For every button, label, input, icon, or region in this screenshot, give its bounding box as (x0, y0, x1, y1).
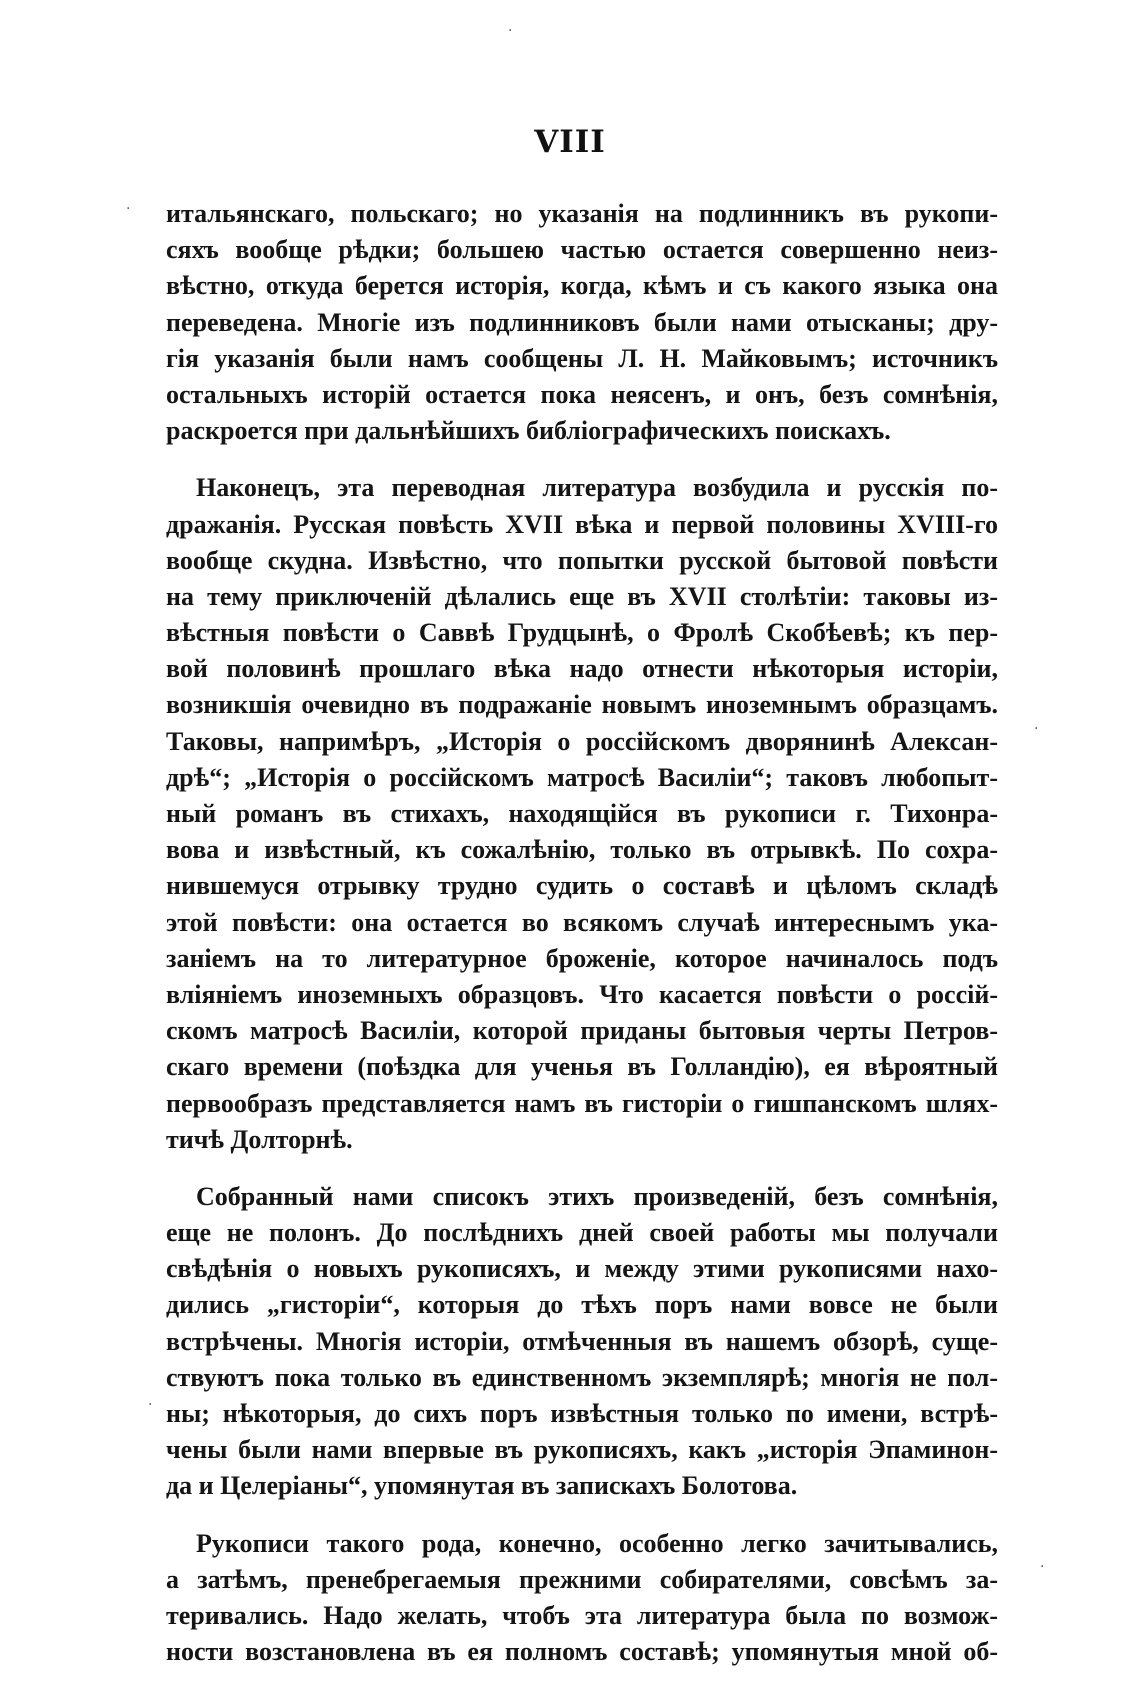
text-line: тичѣ Долторнѣ. (166, 1124, 353, 1154)
paragraph (166, 196, 998, 449)
text-line: ны; нѣкоторыя, до сихъ поръ извѣстныя только по имени, встрѣ- (166, 1399, 998, 1428)
text-line: вова и извѣстный, къ сожалѣнію, только въ отрывкѣ. По сохра- (166, 835, 998, 865)
text-line: Рукописи такого рода, конечно, особенно легко зачитывались, (196, 1528, 998, 1558)
text-line: свѣдѣнія о новыхъ рукописяхъ, и между этими рукописями нахо- (166, 1254, 998, 1284)
scan-speck: · (1040, 1559, 1045, 1575)
text-line: этой повѣсти: она остается во всякомъ случаѣ интереснымъ ука- (166, 907, 998, 937)
paragraph (166, 1179, 998, 1505)
paragraph (166, 1526, 998, 1671)
text-line: ствуютъ пока только въ единственномъ экземплярѣ; многія не пол- (166, 1362, 998, 1392)
text-line: а затѣмъ, пренебрегаемыя прежними собирателями, совсѣмъ за- (166, 1564, 998, 1594)
text-line: ности возстановлена въ ея полномъ составѣ; упомянутыя мной об- (166, 1637, 998, 1667)
text-line: теривались. Надо желать, чтобъ эта литература была по возмож- (166, 1600, 998, 1630)
text-line: вѣстныя повѣсти о Саввѣ Грудцынѣ, о Фролѣ Скобѣевѣ; къ пер- (166, 618, 998, 648)
text-line: вой половинѣ прошлаго вѣка надо отнести нѣкоторыя исторіи, (166, 654, 998, 684)
text-line: чены были нами впервые въ рукописяхъ, какъ „исторія Эпаминон- (166, 1435, 998, 1465)
page-number: VIII (534, 124, 606, 160)
text-line: еще не полонъ. До послѣднихъ дней своей работы мы получали (166, 1218, 998, 1248)
text-line: гія указанія были намъ сообщены Л. Н. Майковымъ; источникъ (166, 343, 998, 373)
text-line: остальныхъ исторій остается пока неясенъ, и онъ, безъ сомнѣнія, (166, 379, 998, 409)
text-line: да и Целеріаны“, упомянутая въ запискахъ Болотова. (166, 1471, 798, 1501)
text-line: нившемуся отрывку трудно судить о составѣ и цѣломъ складѣ (166, 871, 998, 901)
scan-speck: · (148, 1397, 153, 1413)
text-line: возникшія очевидно въ подражаніе новымъ иноземнымъ образцамъ. (166, 690, 998, 720)
text-line: дрѣ“; „Исторія о россійскомъ матросѣ Василіи“; таковъ любопыт- (166, 762, 998, 792)
text-line: вообще скудна. Извѣстно, что попытки русской бытовой повѣсти (166, 545, 998, 575)
text-line: заніемъ на то литературное броженіе, которое начиналось подъ (166, 943, 998, 973)
scan-speck: · (508, 23, 513, 39)
text-line: раскроется при дальнѣйшихъ библіографическихъ поискахъ. (166, 416, 891, 446)
scan-speck: · (1034, 721, 1039, 737)
text-line: Собранный нами списокъ этихъ произведеній, безъ сомнѣнія, (196, 1181, 998, 1211)
text-line: дились „гисторіи“, которыя до тѣхъ поръ нами вовсе не были (166, 1290, 998, 1320)
text-line: скомъ матросѣ Василіи, которой приданы бытовыя черты Петров- (166, 1016, 998, 1046)
text-line: сяхъ вообще рѣдки; большею частью остается совершенно неиз- (166, 235, 998, 265)
text-line: вѣстно, откуда берется исторія, когда, кѣмъ и съ какого языка она (166, 271, 998, 301)
body-text (166, 196, 998, 1670)
text-line: дражанія. Русская повѣсть XVII вѣка и первой половины XVIII-го (166, 509, 998, 539)
text-line: скаго времени (поѣздка для ученья въ Голландію), ея вѣроятный (166, 1052, 998, 1082)
text-line: Таковы, напримѣръ, „Исторія о россійскомъ дворянинѣ Алексан- (166, 726, 998, 756)
text-line: ный романъ въ стихахъ, находящійся въ рукописи г. Тихонра- (166, 799, 998, 828)
text-line: на тему приключеній дѣлались еще въ XVII столѣтіи: таковы из- (166, 581, 998, 611)
scan-speck: · (126, 201, 131, 217)
text-line: первообразъ представляется намъ въ гисторіи о гишпанскомъ шлях- (166, 1088, 998, 1118)
text-line: Наконецъ, эта переводная литература возбудила и русскія по- (196, 473, 998, 503)
text-line: итальянскаго, польскаго; но указанія на подлинникъ въ рукопи- (166, 199, 998, 228)
text-line: переведена. Многіе изъ подлинниковъ были нами отысканы; дру- (166, 307, 998, 337)
text-line: вліяніемъ иноземныхъ образцовъ. Что касается повѣсти о россій- (166, 979, 998, 1009)
paragraph (166, 470, 998, 1158)
text-line: встрѣчены. Многія исторіи, отмѣченныя въ нашемъ обзорѣ, суще- (166, 1326, 998, 1356)
